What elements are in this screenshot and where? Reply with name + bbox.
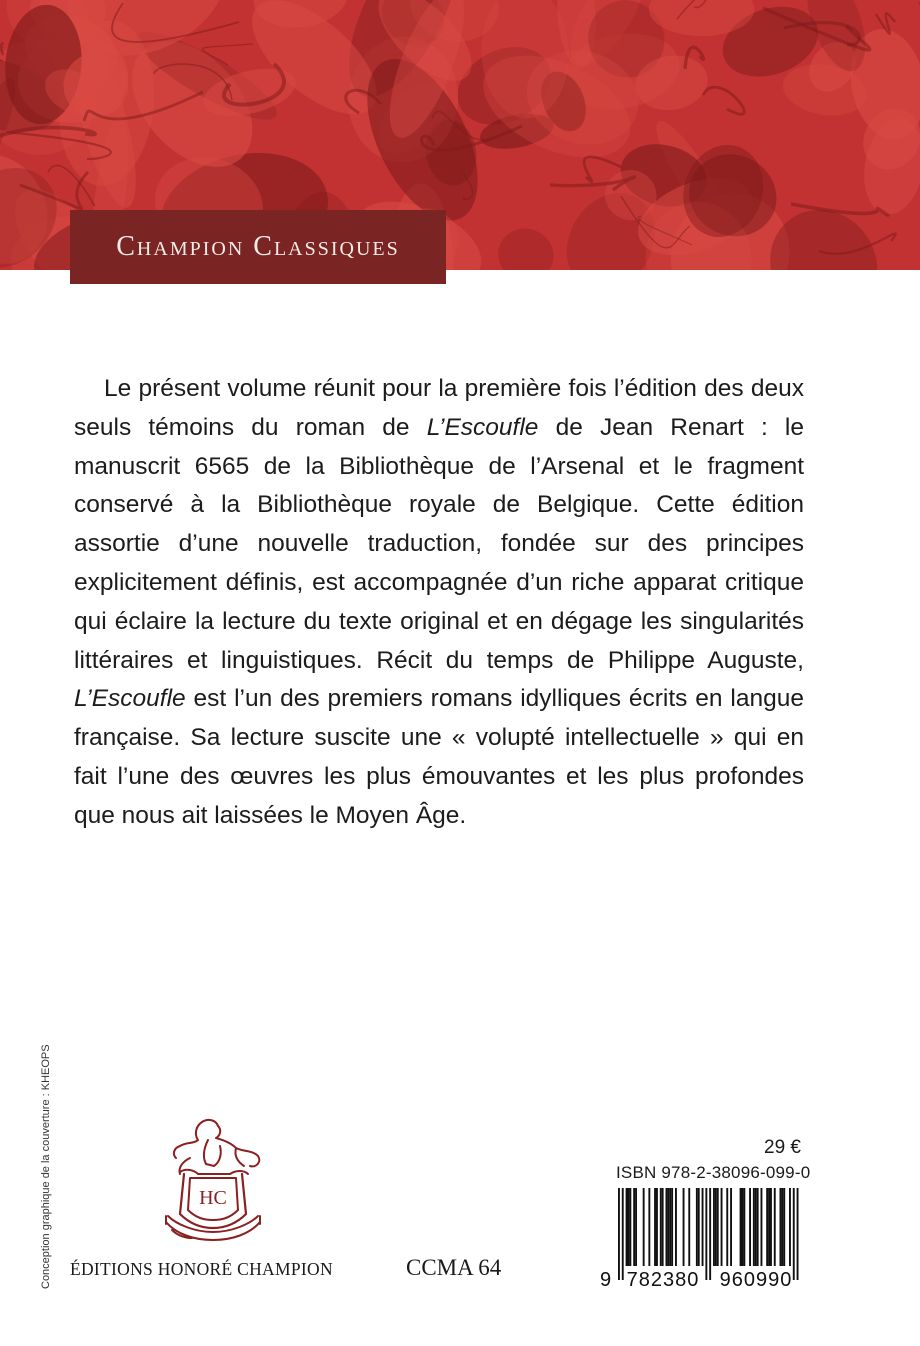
barcode-bar (743, 1188, 745, 1266)
publisher-name: ÉDITIONS HONORÉ CHAMPION (70, 1259, 333, 1279)
barcode-bar (753, 1188, 755, 1266)
barcode-bar (666, 1188, 668, 1266)
barcode-bar (671, 1188, 673, 1266)
barcode-bar (721, 1188, 723, 1266)
barcode-digits-right: 960990 (719, 1269, 793, 1290)
barcode-bar (656, 1188, 658, 1266)
barcode-bar (726, 1188, 728, 1266)
barcode-bar (749, 1188, 751, 1266)
barcode-bar (761, 1188, 763, 1266)
barcode-digit-first: 9 (600, 1269, 612, 1290)
barcode-bar (702, 1188, 704, 1266)
barcode-bar (742, 1188, 744, 1266)
barcode-bar (629, 1188, 631, 1266)
barcode-bar (643, 1188, 645, 1266)
barcode-bar (667, 1188, 669, 1266)
barcode-bar (660, 1188, 662, 1266)
barcode-bar (648, 1188, 650, 1266)
series-label-box (70, 210, 446, 284)
barcode-bar (740, 1188, 742, 1266)
book-title-italic: L’Escoufle (74, 685, 186, 713)
publisher-horse-logo-icon (150, 1112, 276, 1246)
barcode-bar (688, 1188, 690, 1266)
barcode-bar (628, 1188, 630, 1266)
barcode-bar (797, 1188, 799, 1280)
barcode-bar (654, 1188, 656, 1266)
barcode-bar (662, 1188, 664, 1266)
blurb-paragraph: Le présent volume réunit pour la première fois l’édition des deux seuls témoins du roman de L’Escoufle de Jean Renart : le manuscrit 6565 de la Bibliothèque de l’Arsenal et le fragment conservé à la Bibliothèque royale de Belgique. Cette édition assortie d’une nouvelle traduction, fondée sur des principes explicitement définis, est accompagnée d’un riche apparat critique qui éclaire la lecture du texte original et en dégage les singularités littéraires et linguistiques. Récit du temps de Philippe Auguste, L’Escoufle est l’un des premiers romans idylliques écrits en langue française. Sa lecture suscite une « volupté intellectuelle » qui en fait l’une des œuvres les plus émouvantes et les plus profondes que nous ait laissées le Moyen Âge. (74, 375, 805, 829)
barcode-bar (633, 1188, 635, 1266)
barcode-bar (781, 1188, 783, 1266)
barcode-bar (709, 1188, 711, 1280)
barcode-bar (757, 1188, 759, 1266)
series-title: Champion Classiques (116, 231, 400, 262)
barcode-bar (669, 1188, 671, 1266)
cover-design-credit: Conception graphique de la couverture : KHEOPS (40, 1044, 52, 1289)
price: 29 € (764, 1137, 801, 1158)
barcode-bar (755, 1188, 757, 1266)
barcode-bar (774, 1188, 776, 1266)
barcode-bar (635, 1188, 637, 1266)
barcode-bar (730, 1188, 732, 1266)
barcode-bar (783, 1188, 785, 1266)
barcode-bar (626, 1188, 628, 1266)
barcode-bar (675, 1188, 677, 1266)
barcode-digits-left: 782380 (626, 1269, 700, 1290)
barcode-bar (715, 1188, 717, 1266)
barcode-bar (717, 1188, 719, 1266)
isbn-barcode (598, 1186, 808, 1290)
barcode-bar (780, 1188, 782, 1266)
barcode-bar (768, 1188, 770, 1266)
barcode-bar (618, 1188, 620, 1280)
barcode-bar (770, 1188, 772, 1266)
logo-monogram: HC (199, 1187, 227, 1209)
barcode-bar (793, 1188, 795, 1280)
barcode-bar (683, 1188, 685, 1266)
barcode-bar (705, 1188, 707, 1280)
barcode-bar (622, 1188, 624, 1280)
isbn-label: ISBN 978-2-38096-099-0 (616, 1163, 811, 1182)
collection-code: CCMA 64 (406, 1255, 502, 1280)
barcode-bar (696, 1188, 698, 1266)
barcode-bar (766, 1188, 768, 1266)
barcode-bar (713, 1188, 715, 1266)
barcode-bar (698, 1188, 700, 1266)
back-cover-blurb (74, 370, 804, 836)
book-title-italic: L’Escoufle (426, 413, 539, 441)
barcode-bar (789, 1188, 791, 1266)
